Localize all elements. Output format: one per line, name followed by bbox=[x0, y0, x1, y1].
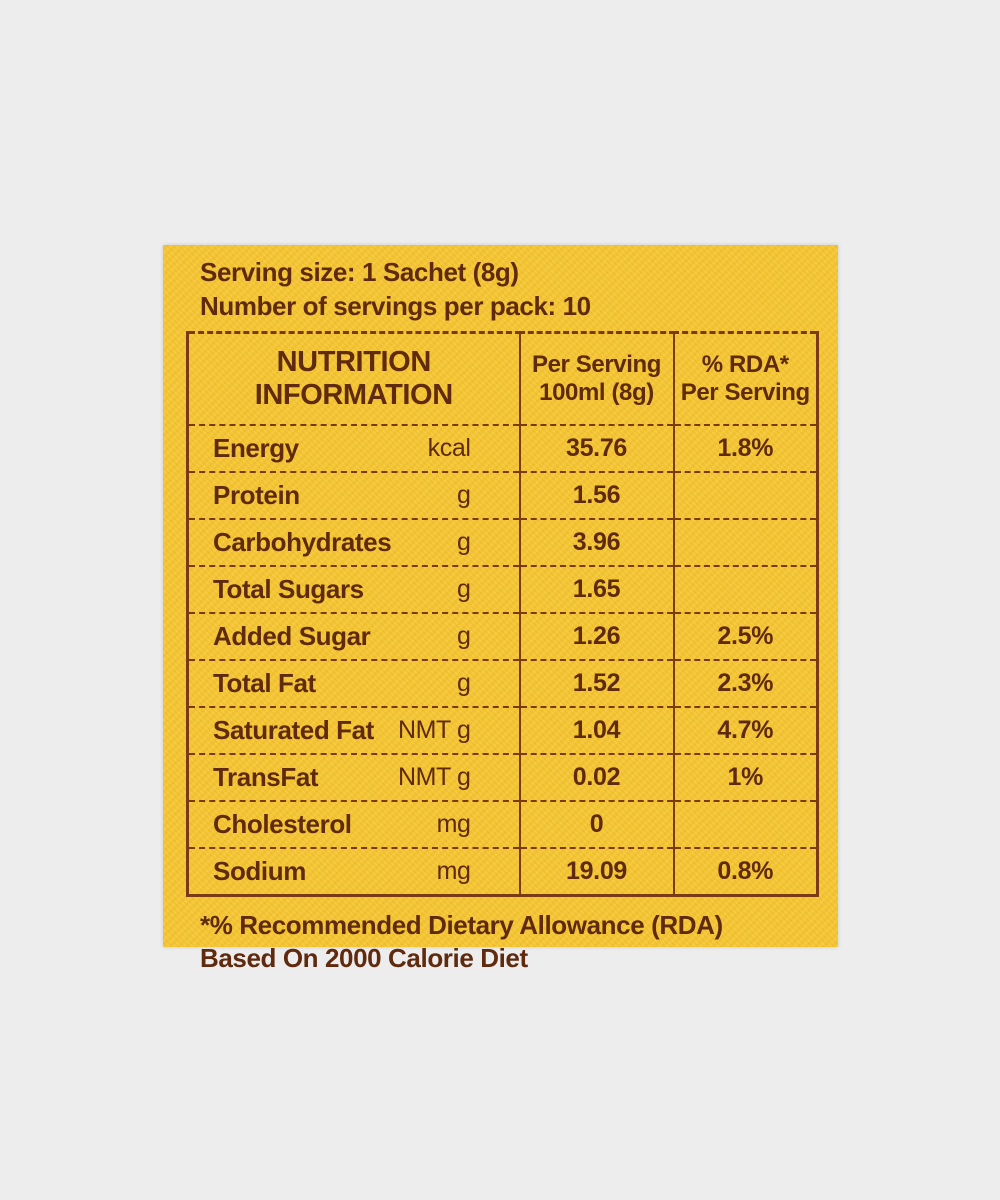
nutrient-name: Cholesterol bbox=[213, 808, 352, 839]
nutrient-unit: mg bbox=[436, 856, 471, 885]
nutrient-cell bbox=[188, 566, 520, 613]
nutrient-name: Saturated Fat bbox=[213, 714, 374, 745]
table-row bbox=[188, 613, 818, 660]
nutrient-name: Energy bbox=[213, 432, 299, 463]
rda-value: 1.8% bbox=[674, 425, 818, 472]
rda-value: 4.7% bbox=[674, 707, 818, 754]
per-serving-value: 3.96 bbox=[520, 519, 674, 566]
nutrient-cell bbox=[188, 848, 520, 896]
header-col2-line1: Per Serving bbox=[532, 350, 661, 378]
rda-value bbox=[674, 519, 818, 566]
nutrient-name: Total Sugars bbox=[213, 573, 364, 604]
header-col1-line1: NUTRITION bbox=[276, 345, 431, 378]
nutrition-label bbox=[163, 245, 838, 973]
nutrient-unit: NMT g bbox=[397, 762, 471, 791]
nutrition-table-body bbox=[188, 425, 818, 896]
nutrient-unit: mg bbox=[436, 809, 471, 838]
nutrient-cell bbox=[188, 707, 520, 754]
header-col1-line2: INFORMATION bbox=[254, 378, 453, 411]
per-serving-value: 1.65 bbox=[520, 566, 674, 613]
rda-value: 0.8% bbox=[674, 848, 818, 896]
nutrient-cell bbox=[188, 613, 520, 660]
table-row bbox=[188, 472, 818, 519]
nutrient-cell bbox=[188, 519, 520, 566]
nutrient-unit: g bbox=[456, 621, 471, 650]
per-serving-value: 1.04 bbox=[520, 707, 674, 754]
per-serving-value: 1.56 bbox=[520, 472, 674, 519]
table-header-row bbox=[188, 333, 818, 425]
table-row bbox=[188, 425, 818, 472]
table-row bbox=[188, 801, 818, 848]
per-serving-value: 1.26 bbox=[520, 613, 674, 660]
header-per-serving bbox=[520, 333, 674, 425]
nutrient-name: TransFat bbox=[213, 761, 319, 792]
nutrient-cell bbox=[188, 472, 520, 519]
header-col3-line1: % RDA* bbox=[701, 350, 789, 378]
per-serving-value: 19.09 bbox=[520, 848, 674, 896]
per-serving-value: 0.02 bbox=[520, 754, 674, 801]
nutrient-cell bbox=[188, 801, 520, 848]
table-row bbox=[188, 754, 818, 801]
rda-value bbox=[674, 472, 818, 519]
rda-footnote bbox=[200, 909, 838, 975]
nutrient-unit: g bbox=[456, 480, 471, 509]
table-row bbox=[188, 848, 818, 896]
header-rda bbox=[674, 333, 818, 425]
nutrient-name: Carbohydrates bbox=[213, 526, 392, 557]
per-serving-value: 0 bbox=[520, 801, 674, 848]
nutrient-name: Total Fat bbox=[213, 667, 316, 698]
nutrient-cell bbox=[188, 425, 520, 472]
nutrient-unit: NMT g bbox=[397, 715, 471, 744]
rda-value: 2.3% bbox=[674, 660, 818, 707]
table-row bbox=[188, 519, 818, 566]
header-nutrition-information bbox=[188, 333, 520, 425]
nutrient-unit: g bbox=[456, 527, 471, 556]
nutrient-unit: kcal bbox=[427, 433, 471, 462]
rda-value bbox=[674, 801, 818, 848]
nutrient-name: Protein bbox=[213, 479, 300, 510]
footnote-line2: Based On 2000 Calorie Diet bbox=[200, 942, 528, 973]
nutrient-name: Sodium bbox=[213, 855, 306, 886]
nutrient-unit: g bbox=[456, 668, 471, 697]
table-row bbox=[188, 566, 818, 613]
nutrient-cell bbox=[188, 754, 520, 801]
footnote-line1: *% Recommended Dietary Allowance (RDA) bbox=[200, 909, 723, 940]
per-serving-value: 1.52 bbox=[520, 660, 674, 707]
nutrient-unit: g bbox=[456, 574, 471, 603]
table-row bbox=[188, 660, 818, 707]
header-col3-line2: Per Serving bbox=[680, 378, 810, 406]
table-row bbox=[188, 707, 818, 754]
rda-value: 2.5% bbox=[674, 613, 818, 660]
serving-size-line: Serving size: 1 Sachet (8g) bbox=[200, 257, 519, 287]
per-serving-value: 35.76 bbox=[520, 425, 674, 472]
rda-value bbox=[674, 566, 818, 613]
rda-value: 1% bbox=[674, 754, 818, 801]
nutrient-cell bbox=[188, 660, 520, 707]
header-col2-line2: 100ml (8g) bbox=[539, 378, 654, 406]
nutrition-table bbox=[186, 331, 819, 897]
nutrient-name: Added Sugar bbox=[213, 620, 371, 651]
servings-per-pack-line: Number of servings per pack: 10 bbox=[200, 291, 591, 321]
